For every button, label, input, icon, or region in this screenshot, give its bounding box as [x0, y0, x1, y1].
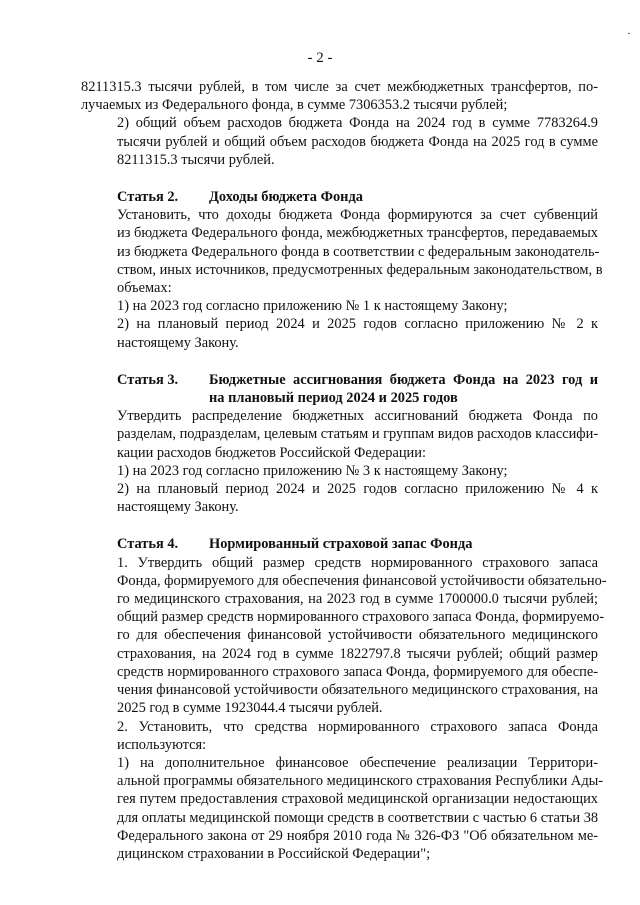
text-line: го медицинского страхования, на 2023 год в сумме 1700000.0 тысячи рублей; — [117, 591, 598, 608]
article-4-title: Нормированный страховой запас Фонда — [209, 536, 473, 553]
article-3-heading — [81, 371, 598, 407]
text-line: разделам, подразделам, целевым статьям и группам видов расходов классифи- — [117, 426, 599, 443]
article-2-item-2 — [81, 315, 598, 351]
page-number: - 2 - — [307, 50, 333, 66]
text-line: гея путем предоставления страховой медицинской организации недостающих — [117, 791, 598, 808]
text-line: Федерального закона от 29 ноября 2010 года № 326-ФЗ "Об обязательном ме- — [117, 827, 598, 844]
article-2-paragraph — [81, 206, 603, 297]
text-line: из бюджета Федерального фонда в соответствии с федеральным законодатель- — [117, 243, 600, 260]
text-line: объемах: — [117, 280, 172, 297]
text-line: ством, иных источников, предусмотренных федеральным законодательством, в — [117, 261, 603, 278]
text-line: лучаемых из Федерального фонда, в сумме 7306353.2 тысячи рублей; — [81, 97, 508, 114]
text-line: страхования, на 2024 год в сумме 1822797.8 тысячи рублей; общий размер — [117, 645, 598, 662]
text-line: используются: — [117, 736, 207, 753]
article-3-item-2 — [81, 480, 598, 516]
text-line: настоящему Закону. — [117, 334, 239, 351]
article-4-paragraph-2 — [81, 718, 598, 754]
text-line: 8211315.3 тысячи рублей, в том числе за счет межбюджетных трансфертов, по- — [81, 79, 598, 95]
article-3-item-1 — [81, 462, 598, 480]
text-line: тысячи рублей и общий объем расходов бюджета Фонда на 2025 год в сумме — [117, 133, 598, 150]
article-2-item-1 — [81, 297, 598, 315]
article-3-title — [209, 371, 598, 407]
text-line: 1) на дополнительное финансовое обеспечение реализации Территори- — [117, 754, 598, 771]
article-4-paragraph-1 — [81, 554, 607, 718]
text-line: 1) на 2023 год согласно приложению № 1 к настоящему Закону; — [117, 298, 508, 315]
text-line: 1. Утвердить общий размер средств нормированного страхового запаса — [117, 554, 598, 571]
text-line: 1) на 2023 год согласно приложению № 3 к настоящему Закону; — [117, 462, 508, 479]
text-line: настоящему Закону. — [117, 499, 239, 516]
text-line: кации расходов бюджетов Российской Федерации: — [117, 444, 426, 461]
article-2-number: Статья 2. — [117, 189, 179, 206]
intro-paragraph — [81, 78, 598, 114]
article-4-number: Статья 4. — [117, 536, 179, 553]
text-line: 2) на плановый период 2024 и 2025 годов согласно приложению № 4 к — [117, 481, 598, 498]
article-4-heading — [81, 535, 598, 553]
text-line: Фонда, формируемого для обеспечения финансовой устойчивости обязательно- — [117, 572, 607, 589]
text-line: на плановый период 2024 и 2025 годов — [209, 390, 458, 407]
article-2-heading — [81, 188, 598, 206]
text-line: средств нормированного страхового запаса Фонда, формируемого для обеспе- — [117, 663, 598, 680]
text-line: 2) общий объем расходов бюджета Фонда на 2024 год в сумме 7783264.9 — [117, 115, 598, 132]
text-line: Утвердить распределение бюджетных ассигнований бюджета Фонда по — [117, 408, 598, 425]
text-line: для оплаты медицинской помощи средств в соответствии с частью 6 статьи 38 — [117, 809, 599, 826]
article-4-item-1 — [81, 754, 604, 863]
text-line: Установить, что доходы бюджета Фонда формируются за счет субвенций — [117, 207, 598, 224]
document-body — [81, 78, 607, 863]
article-3-number: Статья 3. — [117, 371, 179, 388]
text-line: го для обеспечения финансовой устойчивости обязательного медицинского — [117, 627, 598, 644]
text-line: общий размер средств нормированного страхового запаса Фонда, формируемо- — [117, 609, 605, 626]
text-line: из бюджета Федерального фонда, межбюджетных трансфертов, передаваемых — [117, 225, 598, 242]
text-line: 2025 год в сумме 1923044.4 тысячи рублей. — [117, 700, 383, 717]
text-line: Бюджетные ассигнования бюджета Фонда на 2023 год и — [209, 371, 598, 388]
article-2-title: Доходы бюджета Фонда — [209, 189, 363, 206]
intro-item-2 — [81, 114, 598, 169]
text-line: 2. Установить, что средства нормированного страхового запаса Фонда — [117, 718, 598, 735]
corner-mark: · — [627, 26, 631, 40]
text-line: чения финансовой устойчивости обязательного медицинского страхования, на — [117, 682, 598, 699]
text-line: альной программы обязательного медицинского страхования Республики Ады- — [117, 773, 604, 790]
text-line: 2) на плановый период 2024 и 2025 годов согласно приложению № 2 к — [117, 316, 598, 333]
text-line: 8211315.3 тысячи рублей. — [117, 151, 275, 168]
article-3-paragraph — [81, 407, 598, 462]
text-line: дицинском страховании в Российской Федерации"; — [117, 845, 431, 862]
